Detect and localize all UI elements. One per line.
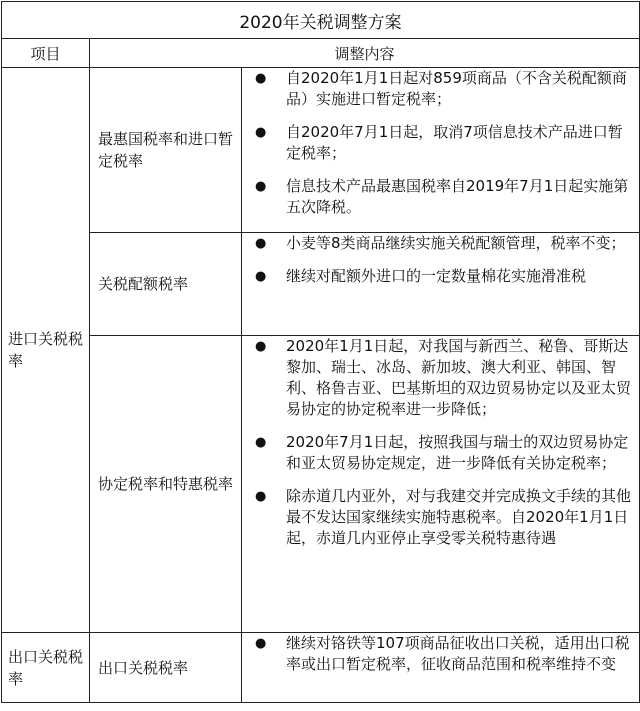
title-row bbox=[2, 2, 640, 39]
bullet-text: 自2020年7月1日起，取消7项信息技术产品进口暂定税率； bbox=[286, 123, 623, 162]
bullet-list bbox=[242, 68, 639, 218]
bullet-item bbox=[242, 486, 639, 549]
bullet-item bbox=[242, 233, 639, 254]
bullet-icon: ● bbox=[255, 435, 267, 450]
bullet-icon: ● bbox=[255, 71, 267, 86]
row-content bbox=[242, 233, 640, 336]
bullet-text: 信息技术产品最惠国税率自2019年7月1日起实施第五次降税。 bbox=[286, 177, 629, 216]
bullet-icon: ● bbox=[255, 636, 267, 651]
bullet-icon: ● bbox=[255, 269, 267, 284]
header-item: 项目 bbox=[2, 39, 90, 68]
bullet-text: 自2020年1月1日起对859项商品（不含关税配额商品）实施进口暂定税率； bbox=[286, 69, 627, 108]
header-content: 调整内容 bbox=[90, 39, 640, 68]
bullet-item bbox=[242, 68, 639, 110]
bullet-list bbox=[242, 633, 639, 675]
row-mfn-and-provisional-rate: 最惠国税率和进口暂定税率 bbox=[90, 68, 242, 233]
table-row bbox=[2, 633, 640, 703]
bullet-text: 除赤道几内亚外，对与我建交并完成换文手续的其他最不发达国家继续实施特惠税率。自2020年1月1日起，赤道几内亚停止享受零关税特惠待遇 bbox=[286, 487, 632, 547]
row-export-tariff-rate: 出口关税税率 bbox=[90, 633, 242, 703]
bullet-item bbox=[242, 336, 639, 420]
bullet-item bbox=[242, 266, 639, 287]
bullet-icon: ● bbox=[255, 489, 267, 504]
category-import-tariff: 进口关税税率 bbox=[2, 68, 90, 633]
bullet-icon: ● bbox=[255, 179, 267, 194]
table-row bbox=[2, 68, 640, 233]
bullet-text: 继续对配额外进口的一定数量棉花实施滑准税 bbox=[286, 267, 587, 285]
table-row bbox=[2, 336, 640, 633]
bullet-text: 2020年7月1日起，按照我国与瑞士的双边贸易协定和亚太贸易协定规定，进一步降低有关协定税率； bbox=[286, 433, 629, 472]
bullet-list bbox=[242, 336, 639, 549]
bullet-icon: ● bbox=[255, 236, 267, 251]
category-export-tariff: 出口关税税率 bbox=[2, 633, 90, 703]
bullet-icon: ● bbox=[255, 339, 267, 354]
row-content bbox=[242, 336, 640, 633]
bullet-text: 2020年1月1日起，对我国与新西兰、秘鲁、哥斯达黎加、瑞士、冰岛、新加坡、澳大利亚、韩国、智利、格鲁吉亚、巴基斯坦的双边贸易协定以及亚太贸易协定的协定税率进一步降低； bbox=[286, 337, 632, 418]
row-tariff-quota-rate: 关税配额税率 bbox=[90, 233, 242, 336]
row-content bbox=[242, 633, 640, 703]
table-title: 2020年关税调整方案 bbox=[2, 2, 640, 39]
bullet-text: 继续对铬铁等107项商品征收出口关税，适用出口税率或出口暂定税率，征收商品范围和税率维持不变 bbox=[286, 634, 630, 673]
bullet-text: 小麦等8类商品继续实施关税配额管理，税率不变； bbox=[286, 234, 626, 252]
bullet-list bbox=[242, 233, 639, 287]
table-row bbox=[2, 233, 640, 336]
tariff-adjustment-table bbox=[1, 1, 640, 703]
bullet-item bbox=[242, 432, 639, 474]
row-agreement-and-preferential-rate: 协定税率和特惠税率 bbox=[90, 336, 242, 633]
bullet-icon: ● bbox=[255, 125, 267, 140]
bullet-item bbox=[242, 633, 639, 675]
bullet-item bbox=[242, 122, 639, 164]
row-content bbox=[242, 68, 640, 233]
header-row bbox=[2, 39, 640, 68]
bullet-item bbox=[242, 176, 639, 218]
